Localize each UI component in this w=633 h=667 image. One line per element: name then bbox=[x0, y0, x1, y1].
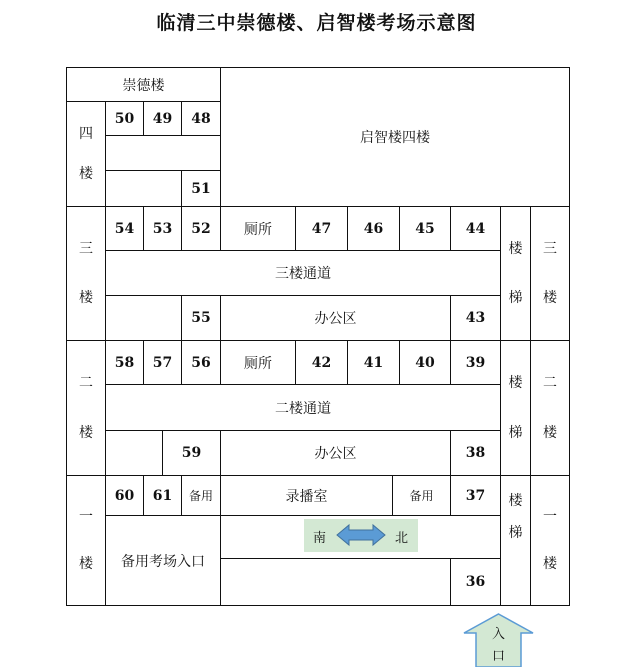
exam-room-44: 44 bbox=[450, 206, 501, 251]
exam-room-45: 45 bbox=[399, 206, 451, 251]
exam-room-50: 50 bbox=[105, 101, 144, 136]
exam-room-59: 59 bbox=[162, 430, 221, 476]
exam-room-58: 58 bbox=[105, 340, 144, 385]
building-chongde-label: 崇德楼 bbox=[66, 67, 221, 102]
floor1-recording-room: 录播室 bbox=[220, 475, 393, 516]
floor3-corridor: 三楼通道 bbox=[105, 250, 501, 296]
floor4-corridor bbox=[105, 135, 221, 171]
entrance-char-2: 口 bbox=[492, 649, 506, 664]
north-label: 北 bbox=[394, 531, 408, 546]
floor1-backup-exam-entrance: 备用考场入口 bbox=[105, 515, 221, 606]
exam-room-46: 46 bbox=[347, 206, 400, 251]
floor1-stairs-lower bbox=[500, 558, 531, 606]
exam-room-48: 48 bbox=[181, 101, 221, 136]
exam-room-36: 36 bbox=[450, 558, 501, 606]
exam-room-47: 47 bbox=[295, 206, 348, 251]
exam-room-54: 54 bbox=[105, 206, 144, 251]
exam-room-60: 60 bbox=[105, 475, 144, 516]
exam-room-42: 42 bbox=[295, 340, 348, 385]
floor2-empty-area bbox=[105, 430, 163, 476]
main-entrance-marker bbox=[463, 613, 534, 667]
floor2-side-label: 二 楼 bbox=[530, 340, 570, 476]
exam-room-37: 37 bbox=[450, 475, 501, 516]
floor1-stairs: 楼 梯 bbox=[500, 475, 531, 559]
exam-room-56: 56 bbox=[181, 340, 221, 385]
exam-room-38: 38 bbox=[450, 430, 501, 476]
exam-room-57: 57 bbox=[143, 340, 182, 385]
floor1-spare-room-left: 备用 bbox=[181, 475, 221, 516]
exam-room-51: 51 bbox=[181, 170, 221, 207]
floor1-spare-room-right: 备用 bbox=[392, 475, 451, 516]
compass-indicator bbox=[304, 519, 418, 552]
floor2-corridor: 二楼通道 bbox=[105, 384, 501, 431]
exam-room-55: 55 bbox=[181, 295, 221, 341]
floor2-toilet: 厕所 bbox=[220, 340, 296, 385]
exam-room-53: 53 bbox=[143, 206, 182, 251]
entrance-char-1: 入 bbox=[492, 627, 506, 642]
exam-room-43: 43 bbox=[450, 295, 501, 341]
double-arrow-icon bbox=[336, 523, 386, 547]
floor3-label: 三 楼 bbox=[66, 206, 106, 341]
south-label: 南 bbox=[313, 531, 327, 546]
floor3-empty-area bbox=[105, 295, 182, 341]
floor1-side-label: 一 楼 bbox=[530, 475, 570, 606]
exam-room-40: 40 bbox=[399, 340, 451, 385]
floor3-office: 办公区 bbox=[220, 295, 451, 341]
floor1-label: 一 楼 bbox=[66, 475, 106, 606]
exam-room-61: 61 bbox=[143, 475, 182, 516]
floor3-side-label: 三 楼 bbox=[530, 206, 570, 341]
floor2-label: 二 楼 bbox=[66, 340, 106, 476]
floor4-empty-area bbox=[105, 170, 182, 207]
floor2-stairs: 楼 梯 bbox=[500, 340, 531, 476]
floor3-toilet: 厕所 bbox=[220, 206, 296, 251]
floor4-label: 四 楼 bbox=[66, 101, 106, 207]
exam-room-49: 49 bbox=[143, 101, 182, 136]
floor2-office: 办公区 bbox=[220, 430, 451, 476]
exam-room-52: 52 bbox=[181, 206, 221, 251]
page-title: 临清三中崇德楼、启智楼考场示意图 bbox=[156, 12, 477, 34]
building-qizhi-fourth-floor: 启智楼四楼 bbox=[220, 67, 570, 207]
floor1-empty-area bbox=[220, 558, 451, 606]
exam-room-41: 41 bbox=[347, 340, 400, 385]
exam-room-39: 39 bbox=[450, 340, 501, 385]
floor3-stairs: 楼 梯 bbox=[500, 206, 531, 341]
